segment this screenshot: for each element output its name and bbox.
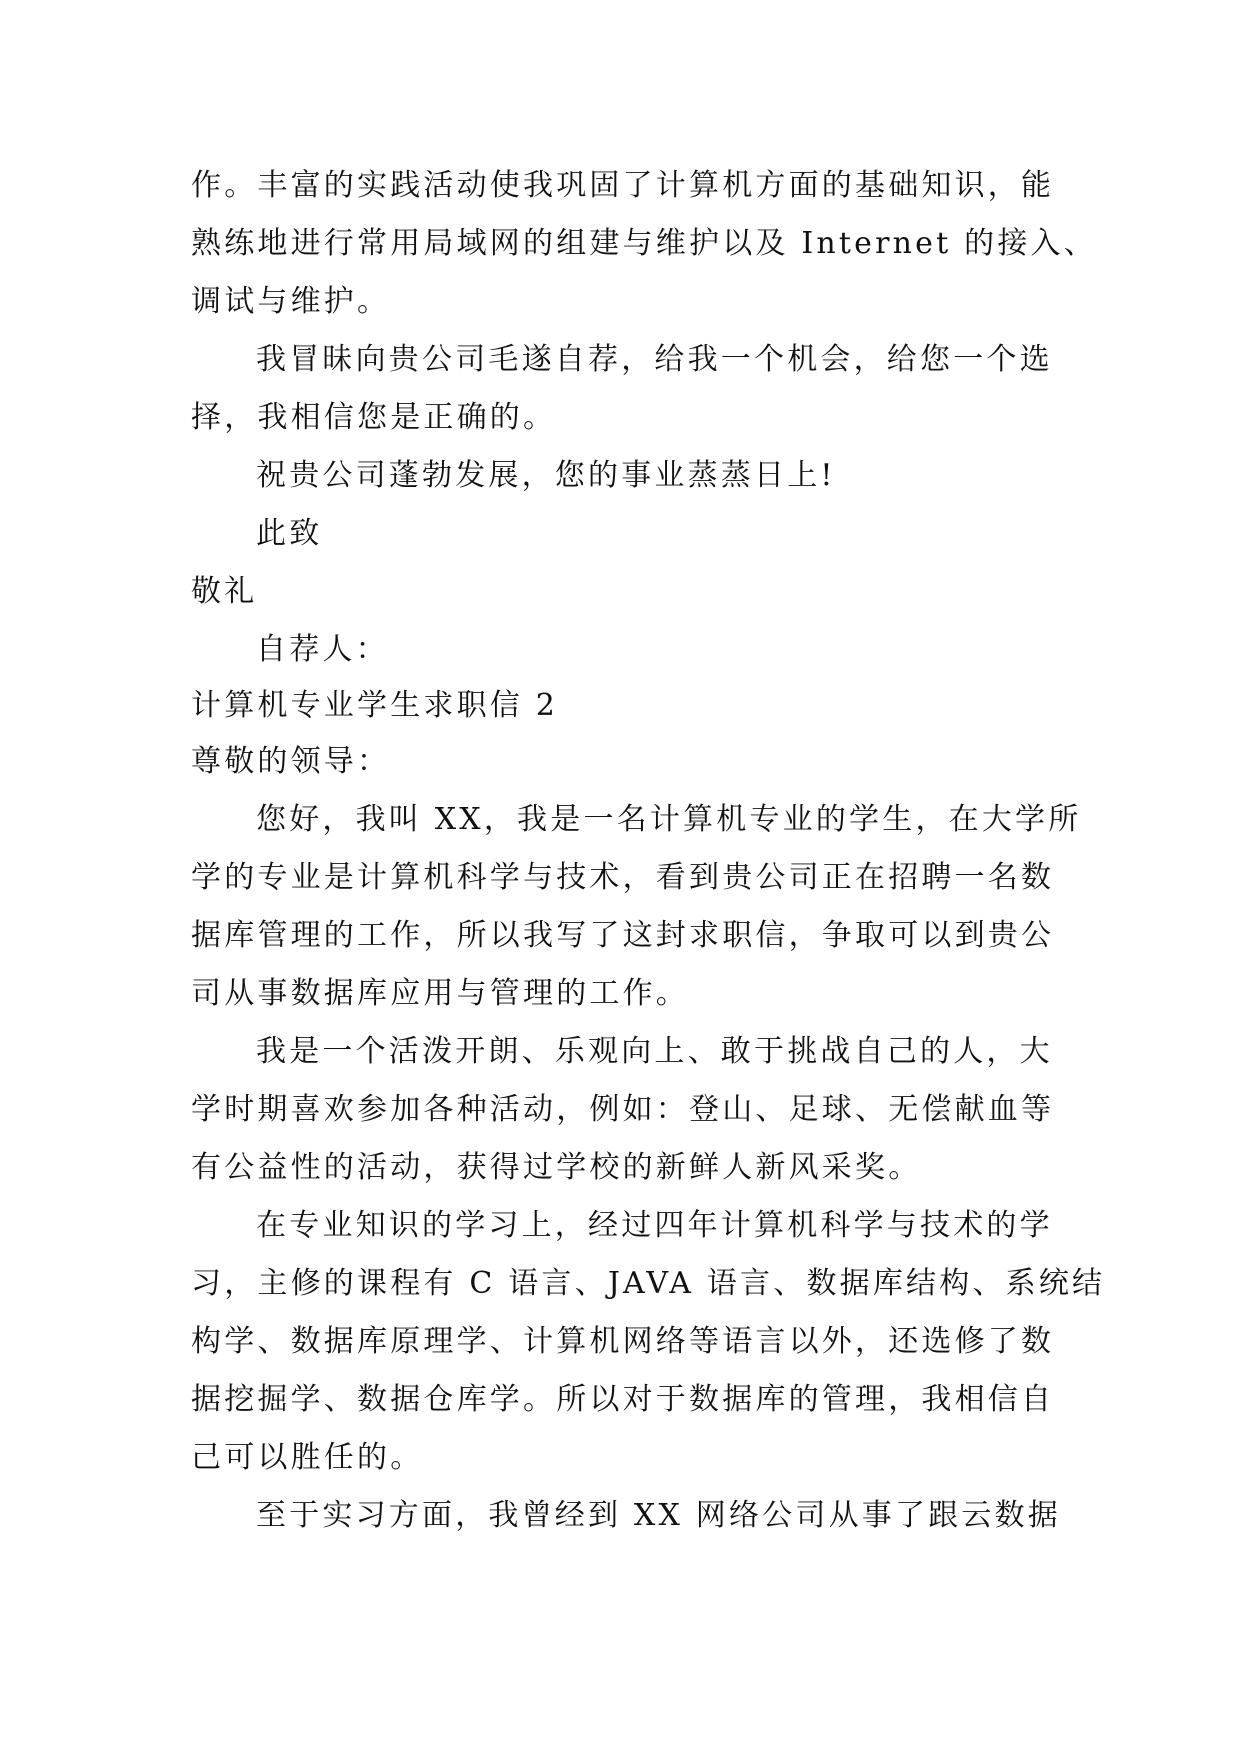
signature-label: 自荐人： bbox=[256, 632, 389, 667]
text-line: 己可以胜任的。 bbox=[191, 1440, 424, 1475]
text-line: 习，主修的课程有 C 语言、JAVA 语言、数据库结构、系统结 bbox=[191, 1266, 1106, 1301]
salutation: 尊敬的领导： bbox=[191, 744, 391, 779]
closing-cizhi: 此致 bbox=[256, 516, 323, 551]
text-line: 择，我相信您是正确的。 bbox=[191, 400, 557, 435]
text-line: 司从事数据库应用与管理的工作。 bbox=[191, 976, 689, 1011]
text-line: 作。丰富的实践活动使我巩固了计算机方面的基础知识，能 bbox=[191, 168, 1055, 203]
text-line: 构学、数据库原理学、计算机网络等语言以外，还选修了数 bbox=[191, 1324, 1055, 1359]
text-line: 熟练地进行常用局域网的组建与维护以及 Internet 的接入、 bbox=[191, 226, 1097, 261]
paragraph-first-line: 至于实习方面，我曾经到 XX 网络公司从事了跟云数据 bbox=[256, 1498, 1061, 1533]
paragraph-first-line: 我是一个活泼开朗、乐观向上、敢于挑战自己的人，大 bbox=[256, 1034, 1053, 1069]
text-line: 调试与维护。 bbox=[191, 284, 391, 319]
section-title: 计算机专业学生求职信 2 bbox=[191, 688, 559, 723]
paragraph-first-line: 我冒昧向贵公司毛遂自荐，给我一个机会，给您一个选 bbox=[256, 342, 1053, 377]
text-line: 学的专业是计算机科学与技术，看到贵公司正在招聘一名数 bbox=[191, 860, 1055, 895]
paragraph-first-line: 您好，我叫 XX，我是一名计算机专业的学生，在大学所 bbox=[256, 802, 1082, 837]
text-line: 据挖掘学、数据仓库学。所以对于数据库的管理，我相信自 bbox=[191, 1382, 1055, 1417]
text-line: 据库管理的工作，所以我写了这封求职信，争取可以到贵公 bbox=[191, 918, 1055, 953]
closing-wish: 祝贵公司蓬勃发展，您的事业蒸蒸日上! bbox=[256, 458, 836, 493]
text-line: 有公益性的活动，获得过学校的新鲜人新风采奖。 bbox=[191, 1150, 922, 1185]
text-line: 学时期喜欢参加各种活动，例如：登山、足球、无偿献血等 bbox=[191, 1092, 1055, 1127]
closing-jingli: 敬礼 bbox=[191, 574, 258, 609]
paragraph-first-line: 在专业知识的学习上，经过四年计算机科学与技术的学 bbox=[256, 1208, 1053, 1243]
